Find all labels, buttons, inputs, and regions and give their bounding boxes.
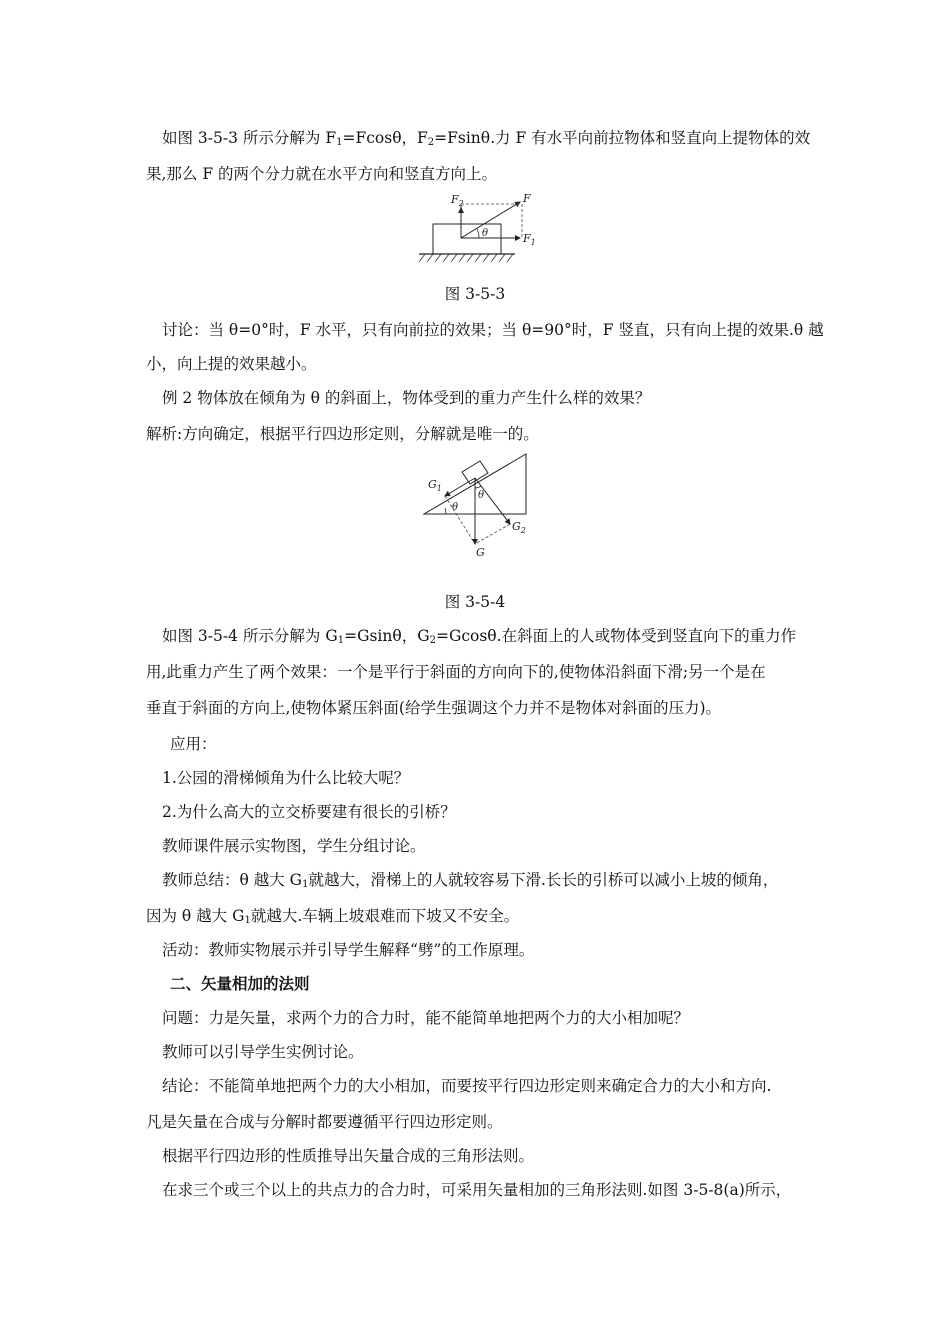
heading-application: 应用： [170, 735, 217, 753]
section-heading-vector-addition: 二、矢量相加的法则 [170, 974, 310, 993]
caption-3-5-4: 图 3-5-4 [444, 593, 506, 611]
paragraph-fig353-intro-line2: 果,那么 F 的两个分力就在水平方向和竖直方向上。 [146, 165, 498, 183]
paragraph-fig353-intro: 如图 3-5-3 所示分解为 $F_1=Fcos\theta$，$F_2=Fsin\theta$.力 F 有水平向前拉物体和竖直向上提物体的效 [162, 129, 811, 148]
figure-3-5-3 [415, 190, 545, 270]
paragraph-activity: 活动：教师实物展示并引导学生解释“劈”的工作原理。 [162, 941, 535, 959]
paragraph-teacher-summary: 教师总结：θ 越大 $G_1$就越大，滑梯上的人就较容易下滑.长长的引桥可以减小上坡的倾角， [162, 871, 779, 890]
question-1: 1.公园的滑梯倾角为什么比较大呢？ [162, 769, 410, 787]
paragraph-example-2: 例 2 物体放在倾角为 θ 的斜面上，物体受到的重力产生什么样的效果？ [162, 389, 651, 407]
paragraph-last-line: 在求三个或三个以上的共点力的合力时，可采用矢量相加的三角形法则.如图 3-5-8(a)所示， [162, 1181, 792, 1199]
fig2-label-G2: $G_2$ [512, 520, 526, 535]
paragraph-analysis: 解析:方向确定，根据平行四边形定则，分解就是唯一的。 [146, 425, 539, 443]
fig1-label-F1: $F_1$ [523, 232, 536, 247]
fig2-label-G1: $G_1$ [428, 478, 442, 493]
fig2-label-theta-block: θ [478, 490, 485, 501]
paragraph-question: 问题：力是矢量，求两个力的合力时，能不能简单地把两个力的大小相加呢？ [162, 1009, 690, 1027]
paragraph-fig354-line3: 垂直于斜面的方向上,使物体紧压斜面(给学生强调这个力并不是物体对斜面的压力)。 [146, 699, 722, 717]
paragraph-fig354-line2: 用,此重力产生了两个效果：一个是平行于斜面的方向向下的,使物体沿斜面下滑;另一个是在 [146, 663, 766, 681]
paragraph-teacher-show: 教师课件展示实物图，学生分组讨论。 [162, 837, 426, 855]
paragraph-teacher-summary-line2: 因为 θ 越大 $G_1$就越大.车辆上坡艰难而下坡又不安全。 [146, 907, 520, 926]
fig1-label-F2: $F_2$ [451, 193, 464, 208]
fig1-label-F: F [523, 192, 531, 205]
fig1-label-theta: θ [482, 228, 489, 239]
paragraph-triangle-rule: 根据平行四边形的性质推导出矢量合成的三角形法则。 [162, 1147, 535, 1165]
fig2-label-G: G [476, 546, 485, 559]
question-2: 2.为什么高大的立交桥要建有很长的引桥？ [162, 803, 456, 821]
figure-3-5-4 [420, 450, 540, 560]
paragraph-discussion: 讨论：当 θ=0°时，F 水平，只有向前拉的效果；当 θ=90°时，F 竖直，只有向上提的效果.θ 越 [162, 321, 824, 339]
paragraph-conclusion: 结论：不能简单地把两个力的大小相加，而要按平行四边形定则来确定合力的大小和方向. [162, 1077, 772, 1095]
paragraph-fig354-intro: 如图 3-5-4 所示分解为 $G_1=Gsin\theta$，$G_2=Gcos\theta$.在斜面上的人或物体受到竖直向下的重力作 [162, 627, 797, 646]
paragraph-teacher-guide: 教师可以引导学生实例讨论。 [162, 1043, 364, 1061]
fig2-label-theta-slope: θ [452, 502, 459, 513]
paragraph-conclusion-line2: 凡是矢量在合成与分解时都要遵循平行四边形定则。 [146, 1113, 503, 1131]
paragraph-discussion-line2: 小，向上提的效果越小。 [146, 355, 317, 373]
caption-3-5-3: 图 3-5-3 [444, 285, 506, 303]
